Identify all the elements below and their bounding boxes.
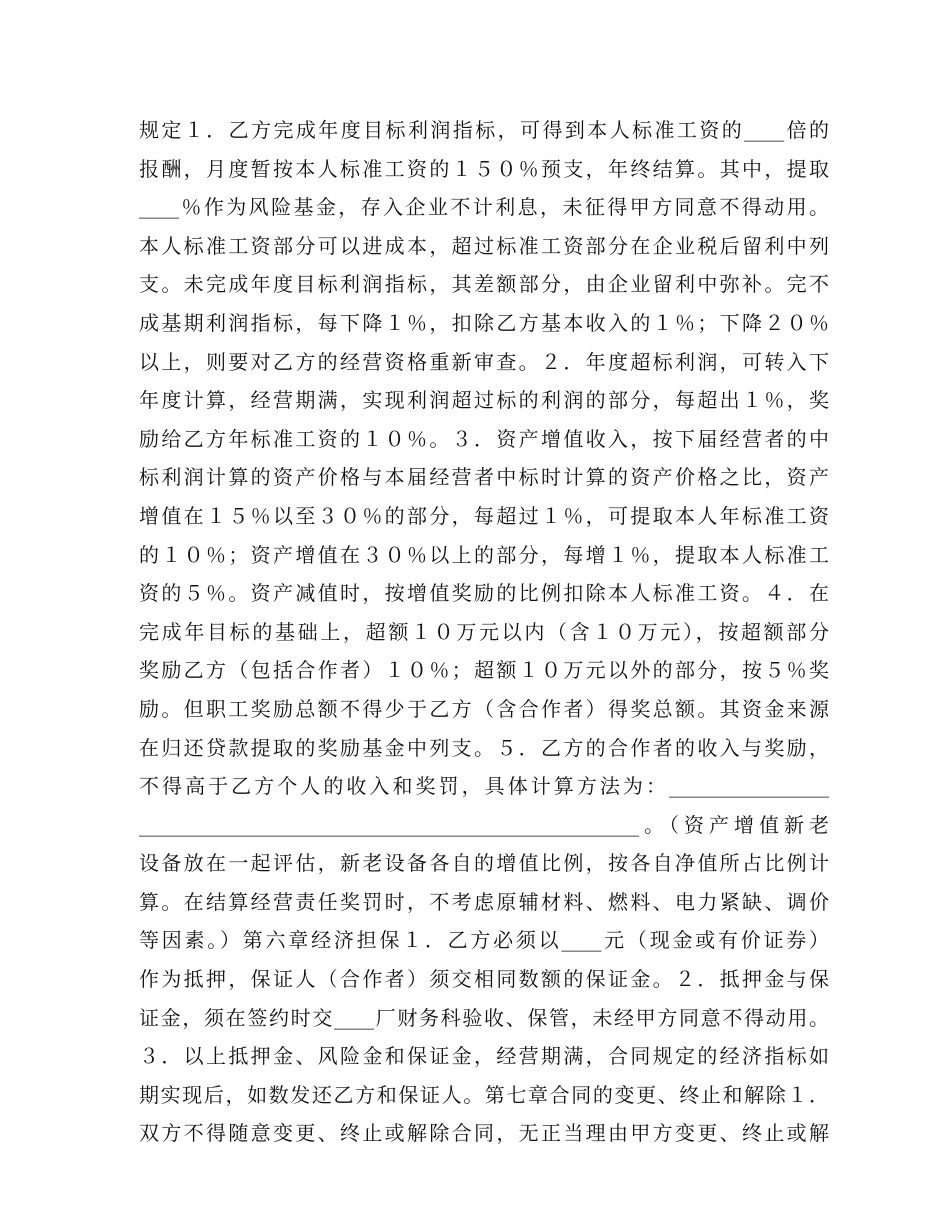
text-line: 的１０％；资产增值在３０％以上的部分，每增１％，提取本人标准工 xyxy=(139,542,829,567)
text-line: 以上，则要对乙方的经营资格重新审查。２．年度超标利润，可转入下 xyxy=(139,349,829,374)
text-line: __________________________________________________。（资产增值新老 xyxy=(139,812,829,837)
text-line: 成基期利润指标，每下降１％，扣除乙方基本收入的１％；下降２０％ xyxy=(139,310,829,335)
text-line: 支。未完成年度目标利润指标，其差额部分，由企业留利中弥补。完不 xyxy=(139,272,829,297)
text-line: 算。在结算经营责任奖罚时，不考虑原辅材料、燃料、电力紧缺、调价 xyxy=(139,889,829,914)
text-line: 奖励乙方（包括合作者）１０％；超额１０万元以外的部分，按５％奖 xyxy=(139,658,829,683)
text-line: 年度计算，经营期满，实现利润超过标的利润的部分，每超出１％，奖 xyxy=(139,388,829,413)
text-line: 证金，须在签约时交____厂财务科验收、保管，未经甲方同意不得动用。 xyxy=(139,1005,829,1030)
text-line: 在归还贷款提取的奖励基金中列支。５．乙方的合作者的收入与奖励， xyxy=(139,735,829,760)
text-line: 资的５％。资产减值时，按增值奖励的比例扣除本人标准工资。４．在 xyxy=(139,581,829,606)
text-line: ３．以上抵押金、风险金和保证金，经营期满，合同规定的经济指标如 xyxy=(139,1044,829,1069)
contract-body-text xyxy=(139,111,829,1153)
text-line: 期实现后，如数发还乙方和保证人。第七章合同的变更、终止和解除１． xyxy=(139,1082,829,1107)
text-line: 报酬，月度暂按本人标准工资的１５０％预支，年终结算。其中，提取 xyxy=(139,156,829,181)
text-line: 双方不得随意变更、终止或解除合同，无正当理由甲方变更、终止或解 xyxy=(139,1121,829,1146)
text-line: 作为抵押，保证人（合作者）须交相同数额的保证金。２．抵押金与保 xyxy=(139,967,829,992)
text-line: 增值在１５％以至３０％的部分，每超过１％，可提取本人年标准工资 xyxy=(139,503,829,528)
text-line: 本人标准工资部分可以进成本，超过标准工资部分在企业税后留利中列 xyxy=(139,233,829,258)
text-line: 完成年目标的基础上，超额１０万元以内（含１０万元），按超额部分 xyxy=(139,619,829,644)
text-line: ____％作为风险基金，存入企业不计利息，未征得甲方同意不得动用。 xyxy=(139,195,829,220)
text-line: 不得高于乙方个人的收入和奖罚，具体计算方法为：________________ xyxy=(139,774,829,799)
text-line: 设备放在一起评估，新老设备各自的增值比例，按各自净值所占比例计 xyxy=(139,851,829,876)
text-line: 励给乙方年标准工资的１０％。３．资产增值收入，按下届经营者的中 xyxy=(139,426,829,451)
text-line: 等因素。）第六章经济担保１．乙方必须以____元（现金或有价证券） xyxy=(139,928,829,953)
text-line: 规定１．乙方完成年度目标利润指标，可得到本人标准工资的____倍的 xyxy=(139,118,829,142)
text-line: 标利润计算的资产价格与本届经营者中标时计算的资产价格之比，资产 xyxy=(139,465,829,490)
text-line: 励。但职工奖励总额不得少于乙方（含合作者）得奖总额。其资金来源 xyxy=(139,696,829,721)
